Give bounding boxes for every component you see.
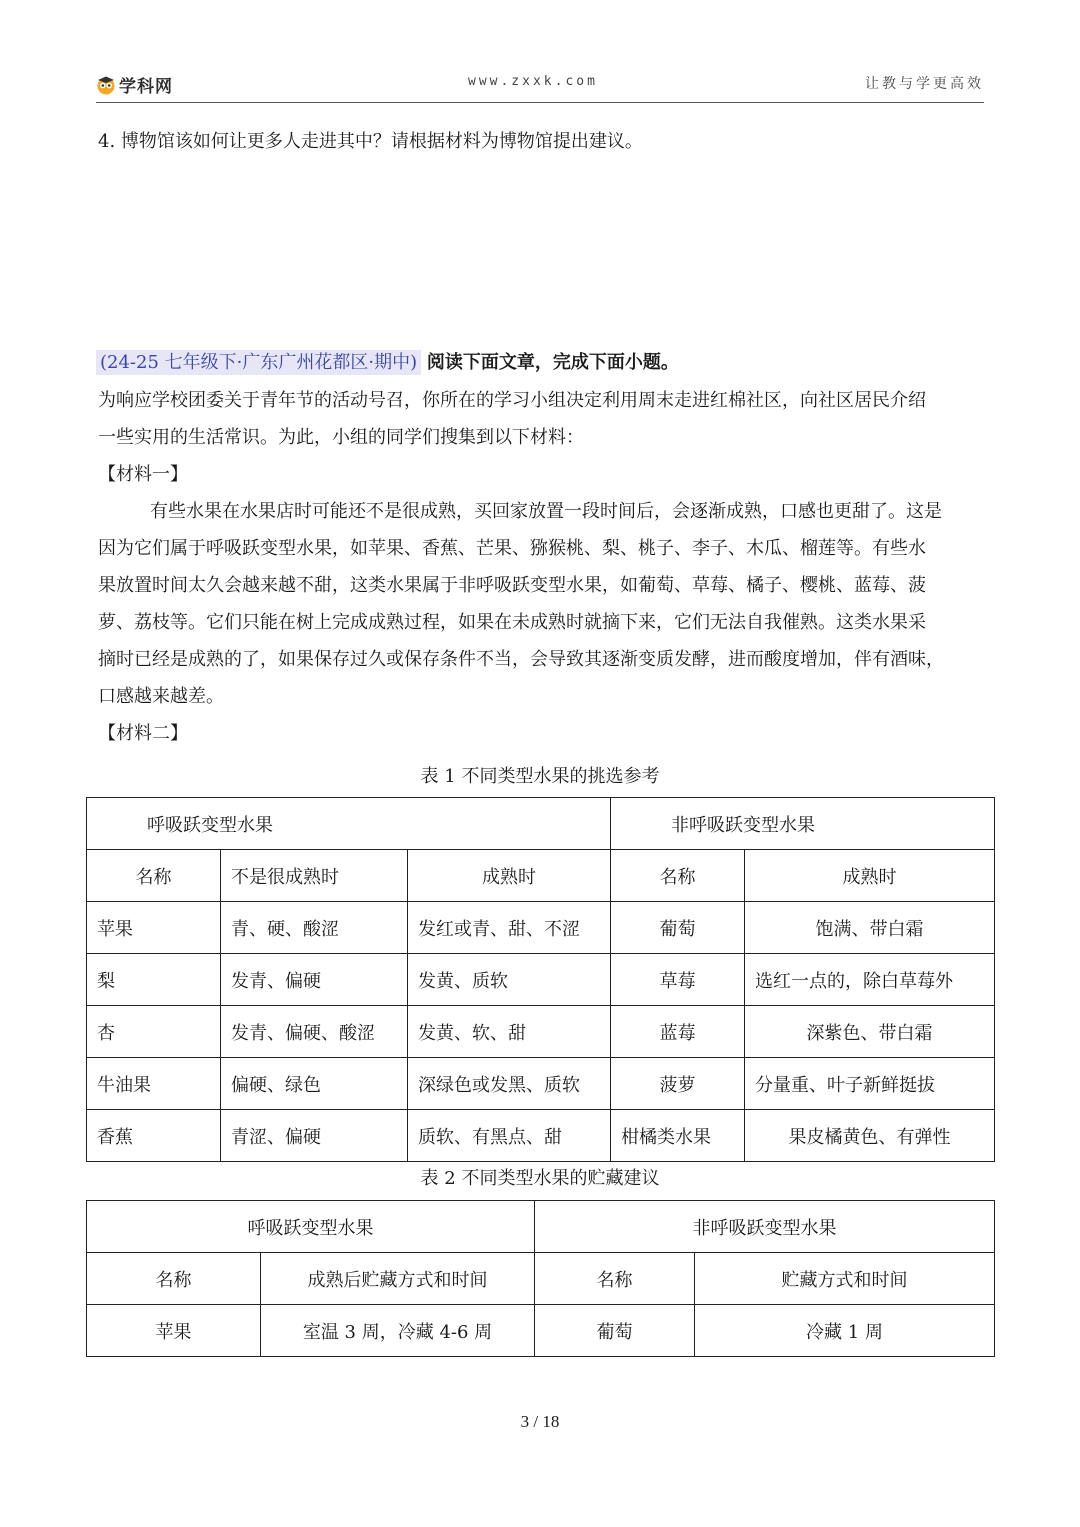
table-cell: 梨 [87, 954, 221, 1006]
table-row [87, 1006, 995, 1058]
table-2 [86, 1200, 995, 1357]
slogan: 让教与学更高效 [865, 76, 984, 92]
table-header-cell: 名称 [611, 850, 745, 902]
table-cell: 饱满、带白霜 [745, 902, 995, 954]
table-1-caption: 表 1 不同类型水果的挑选参考 [420, 766, 660, 787]
material-1-line: 果放置时间太久会越来越不甜，这类水果属于非呼吸跃变型水果，如葡萄、草莓、橘子、樱桃、蓝莓、菠 [98, 575, 926, 596]
table-cell: 牛油果 [87, 1058, 221, 1110]
page-header [96, 76, 984, 103]
table-cell: 葡萄 [611, 902, 745, 954]
table-cell: 偏硬、绿色 [221, 1058, 408, 1110]
table-cell: 青、硬、酸涩 [221, 902, 408, 954]
material-2-label: 【材料二】 [98, 723, 188, 744]
table-header-cell: 名称 [87, 850, 221, 902]
table-header-cell: 成熟后贮藏方式和时间 [261, 1253, 535, 1305]
table-cell: 发黄、质软 [408, 954, 611, 1006]
table-cell: 柑橘类水果 [611, 1110, 745, 1162]
table-cell: 室温 3 周，冷藏 4-6 周 [261, 1305, 535, 1357]
logo [96, 72, 173, 97]
table-row [87, 954, 995, 1006]
passage [98, 382, 988, 752]
table-header-cell: 成熟时 [745, 850, 995, 902]
table-cell: 质软、有黑点、甜 [408, 1110, 611, 1162]
logo-owl-icon [96, 75, 116, 95]
table-group-header: 呼吸跃变型水果 [87, 1201, 535, 1253]
table-1 [86, 797, 995, 1162]
table-row [87, 1253, 995, 1305]
table-cell: 葡萄 [535, 1305, 695, 1357]
material-1-label: 【材料一】 [98, 464, 188, 485]
table-header-cell: 名称 [535, 1253, 695, 1305]
intro-line: 为响应学校团委关于青年节的活动号召，你所在的学习小组决定利用周末走进红棉社区，向社区居民介绍 [98, 390, 926, 411]
table-cell: 发黄、软、甜 [408, 1006, 611, 1058]
intro-line: 一些实用的生活常识。为此，小组的同学们搜集到以下材料： [98, 427, 584, 448]
table-group-header: 非呼吸跃变型水果 [535, 1201, 995, 1253]
instruction: 阅读下面文章，完成下面小题。 [426, 352, 679, 373]
material-1-line: 摘时已经是成熟的了，如果保存过久或保存条件不当，会导致其逐渐变质发酵，进而酸度增加，伴有酒味， [98, 649, 944, 670]
table-row [87, 850, 995, 902]
table-row [87, 902, 995, 954]
table-cell: 蓝莓 [611, 1006, 745, 1058]
table-cell: 选红一点的，除白草莓外 [745, 954, 995, 1006]
material-1-line: 萝、荔枝等。它们只能在树上完成成熟过程，如果在未成熟时就摘下来，它们无法自我催熟。这类水果采 [98, 612, 926, 633]
table-2-caption: 表 2 不同类型水果的贮藏建议 [420, 1168, 660, 1189]
source-tag: (24-25 七年级下·广东广州花都区·期中) [96, 350, 421, 375]
table-row [87, 1305, 995, 1357]
page-number: 3 / 18 [520, 1412, 560, 1431]
material-1-line: 因为它们属于呼吸跃变型水果，如苹果、香蕉、芒果、猕猴桃、梨、桃子、李子、木瓜、榴莲等。有些水 [98, 538, 926, 559]
table-cell: 香蕉 [87, 1110, 221, 1162]
table-cell: 分量重、叶子新鲜挺拔 [745, 1058, 995, 1110]
table-row [87, 1058, 995, 1110]
table-cell: 发红或青、甜、不涩 [408, 902, 611, 954]
question-4: 4. 博物馆该如何让更多人走进其中？请根据材料为博物馆提出建议。 [98, 131, 643, 152]
logo-text: 学科网 [119, 77, 173, 97]
table-header-cell: 名称 [87, 1253, 261, 1305]
table-group-header: 呼吸跃变型水果 [87, 798, 611, 850]
table-cell: 发青、偏硬 [221, 954, 408, 1006]
table-row [87, 1110, 995, 1162]
table-header-cell: 不是很成熟时 [221, 850, 408, 902]
table-cell: 菠萝 [611, 1058, 745, 1110]
section-heading [96, 350, 679, 376]
table-cell: 青涩、偏硬 [221, 1110, 408, 1162]
table-header-cell: 贮藏方式和时间 [695, 1253, 995, 1305]
table-cell: 发青、偏硬、酸涩 [221, 1006, 408, 1058]
table-cell: 深绿色或发黑、质软 [408, 1058, 611, 1110]
table-cell: 杏 [87, 1006, 221, 1058]
material-1-line: 口感越来越差。 [98, 686, 224, 707]
site-url[interactable]: www.zxxk.com [468, 74, 598, 89]
table-cell: 果皮橘黄色、有弹性 [745, 1110, 995, 1162]
table-cell: 草莓 [611, 954, 745, 1006]
table-cell: 冷藏 1 周 [695, 1305, 995, 1357]
table-cell: 苹果 [87, 1305, 261, 1357]
table-row [87, 798, 995, 850]
table-row [87, 1201, 995, 1253]
table-cell: 深紫色、带白霜 [745, 1006, 995, 1058]
table-header-cell: 成熟时 [408, 850, 611, 902]
table-cell: 苹果 [87, 902, 221, 954]
material-1-line: 有些水果在水果店时可能还不是很成熟，买回家放置一段时间后，会逐渐成熟，口感也更甜了。这是 [150, 501, 942, 522]
table-group-header: 非呼吸跃变型水果 [611, 798, 995, 850]
